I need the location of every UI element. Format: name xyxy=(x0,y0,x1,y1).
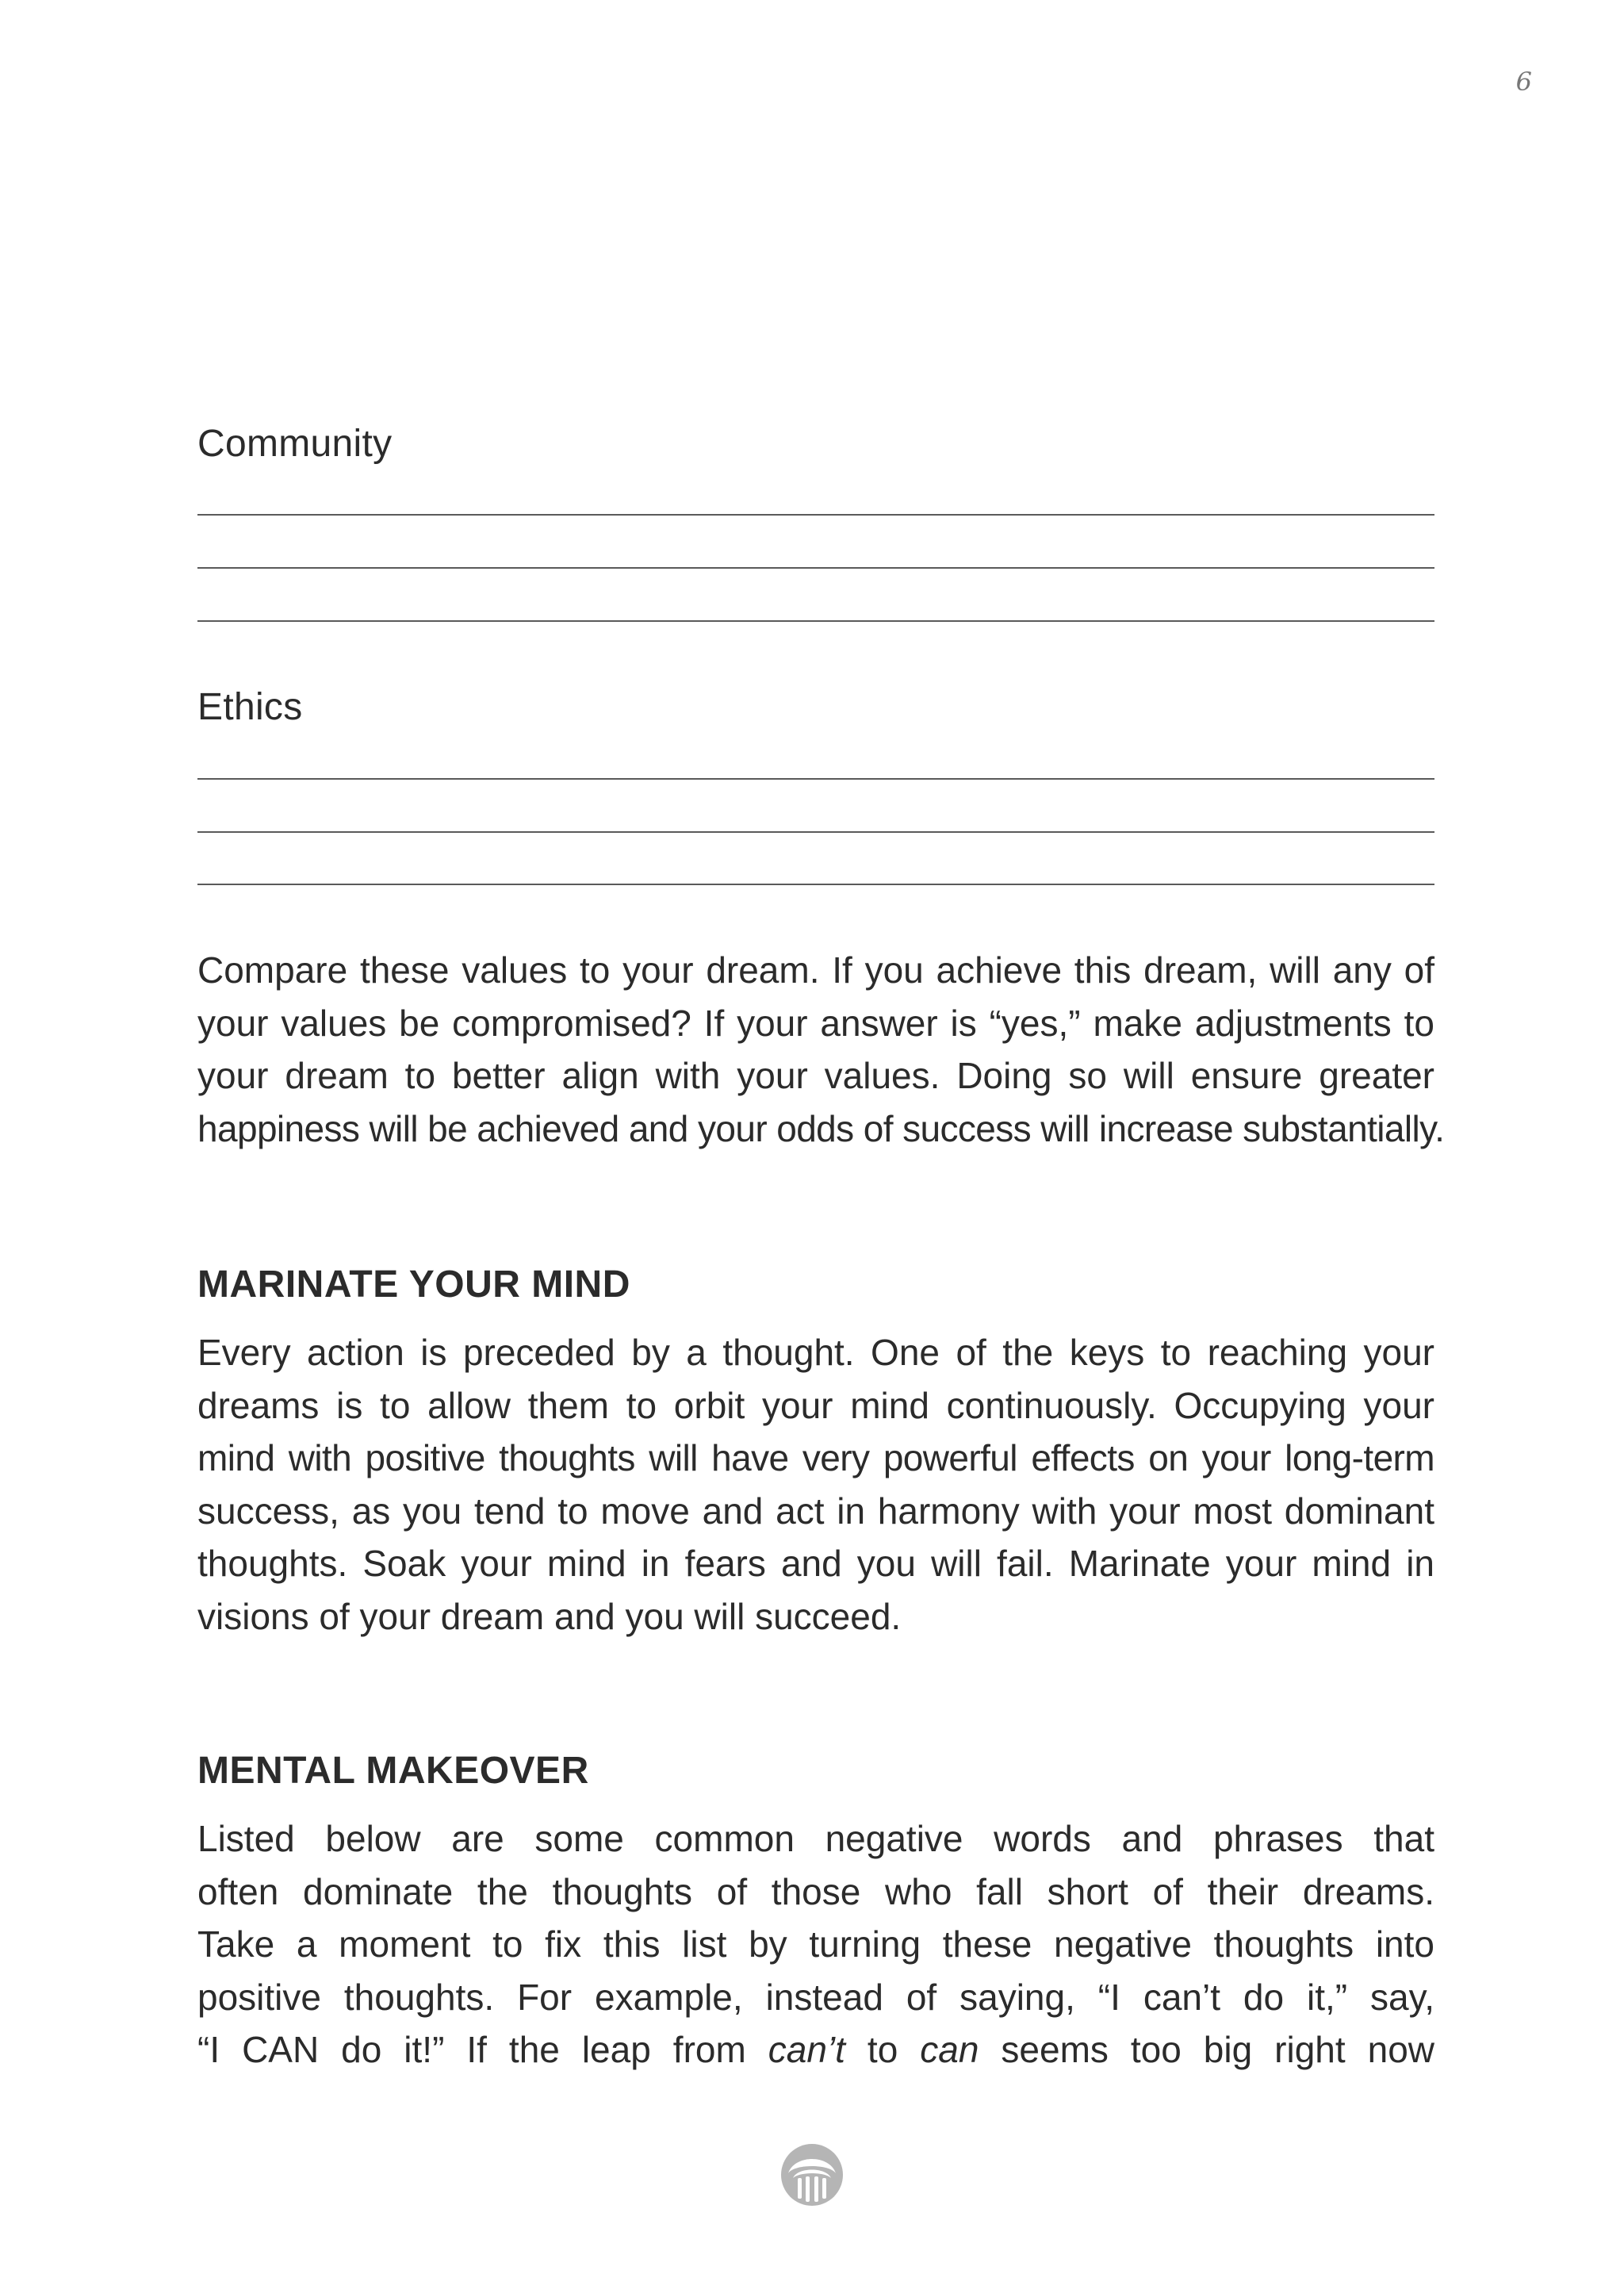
text-run: “I CAN do it!” If the leap from xyxy=(197,2029,768,2070)
emphasis-can: can xyxy=(920,2029,979,2070)
paragraph-line: Compare these values to your dream. If you achieve this dream, will any of xyxy=(197,949,1434,991)
paragraph-line: your values be compromised? If your answer is “yes,” make adjustments to xyxy=(197,1002,1434,1044)
emphasis-cant: can’t xyxy=(768,2029,845,2070)
write-line[interactable] xyxy=(197,620,1434,622)
paragraph-line: Listed below are some common negative words and phrases that xyxy=(197,1818,1434,1859)
page-number: 6 xyxy=(1515,67,1532,97)
write-line[interactable] xyxy=(197,567,1434,569)
paragraph-line: mind with positive thoughts will have very powerful effects on your long-term xyxy=(197,1437,1434,1478)
paragraph-line: Every action is preceded by a thought. One of the keys to reaching your xyxy=(197,1332,1434,1373)
paragraph-line: often dominate the thoughts of those who fall short of their dreams. xyxy=(197,1870,1434,1912)
mental-makeover-paragraph xyxy=(197,1812,1434,2077)
text-run: seems too big right now xyxy=(979,2029,1434,2070)
text-run: to xyxy=(845,2029,921,2070)
section-heading-marinate: MARINATE YOUR MIND xyxy=(197,1264,630,1306)
marinate-paragraph xyxy=(197,1326,1434,1643)
paragraph-line: your dream to better align with your values. Doing so will ensure greater xyxy=(197,1055,1434,1096)
write-line[interactable] xyxy=(197,778,1434,780)
paragraph-line: thoughts. Soak your mind in fears and you will fail. Marinate your mind in xyxy=(197,1543,1434,1584)
paragraph-line: positive thoughts. For example, instead of saying, “I can’t do it,” say, xyxy=(197,1976,1434,2018)
paragraph-line: Take a moment to fix this list by turning these negative thoughts into xyxy=(197,1923,1434,1965)
community-field xyxy=(197,422,1434,466)
write-line[interactable] xyxy=(197,884,1434,885)
write-line[interactable] xyxy=(197,514,1434,516)
paragraph-line: dreams is to allow them to orbit your mind continuously. Occupying your xyxy=(197,1384,1434,1426)
company-logo-icon xyxy=(780,2143,844,2207)
compare-paragraph xyxy=(197,944,1445,1155)
section-heading-mental-makeover: MENTAL MAKEOVER xyxy=(197,1750,589,1792)
field-label-community: Community xyxy=(197,423,393,465)
field-label-ethics: Ethics xyxy=(197,686,303,728)
write-line[interactable] xyxy=(197,831,1434,833)
paragraph-line: visions of your dream and you will succeed. xyxy=(197,1595,902,1637)
paragraph-line: happiness will be achieved and your odds of success will increase substantially. xyxy=(197,1107,1445,1149)
ethics-field xyxy=(197,685,1434,730)
paragraph-line: success, as you tend to move and act in harmony with your most dominant xyxy=(197,1490,1434,1532)
paragraph-line-with-emphasis xyxy=(197,2023,1434,2077)
